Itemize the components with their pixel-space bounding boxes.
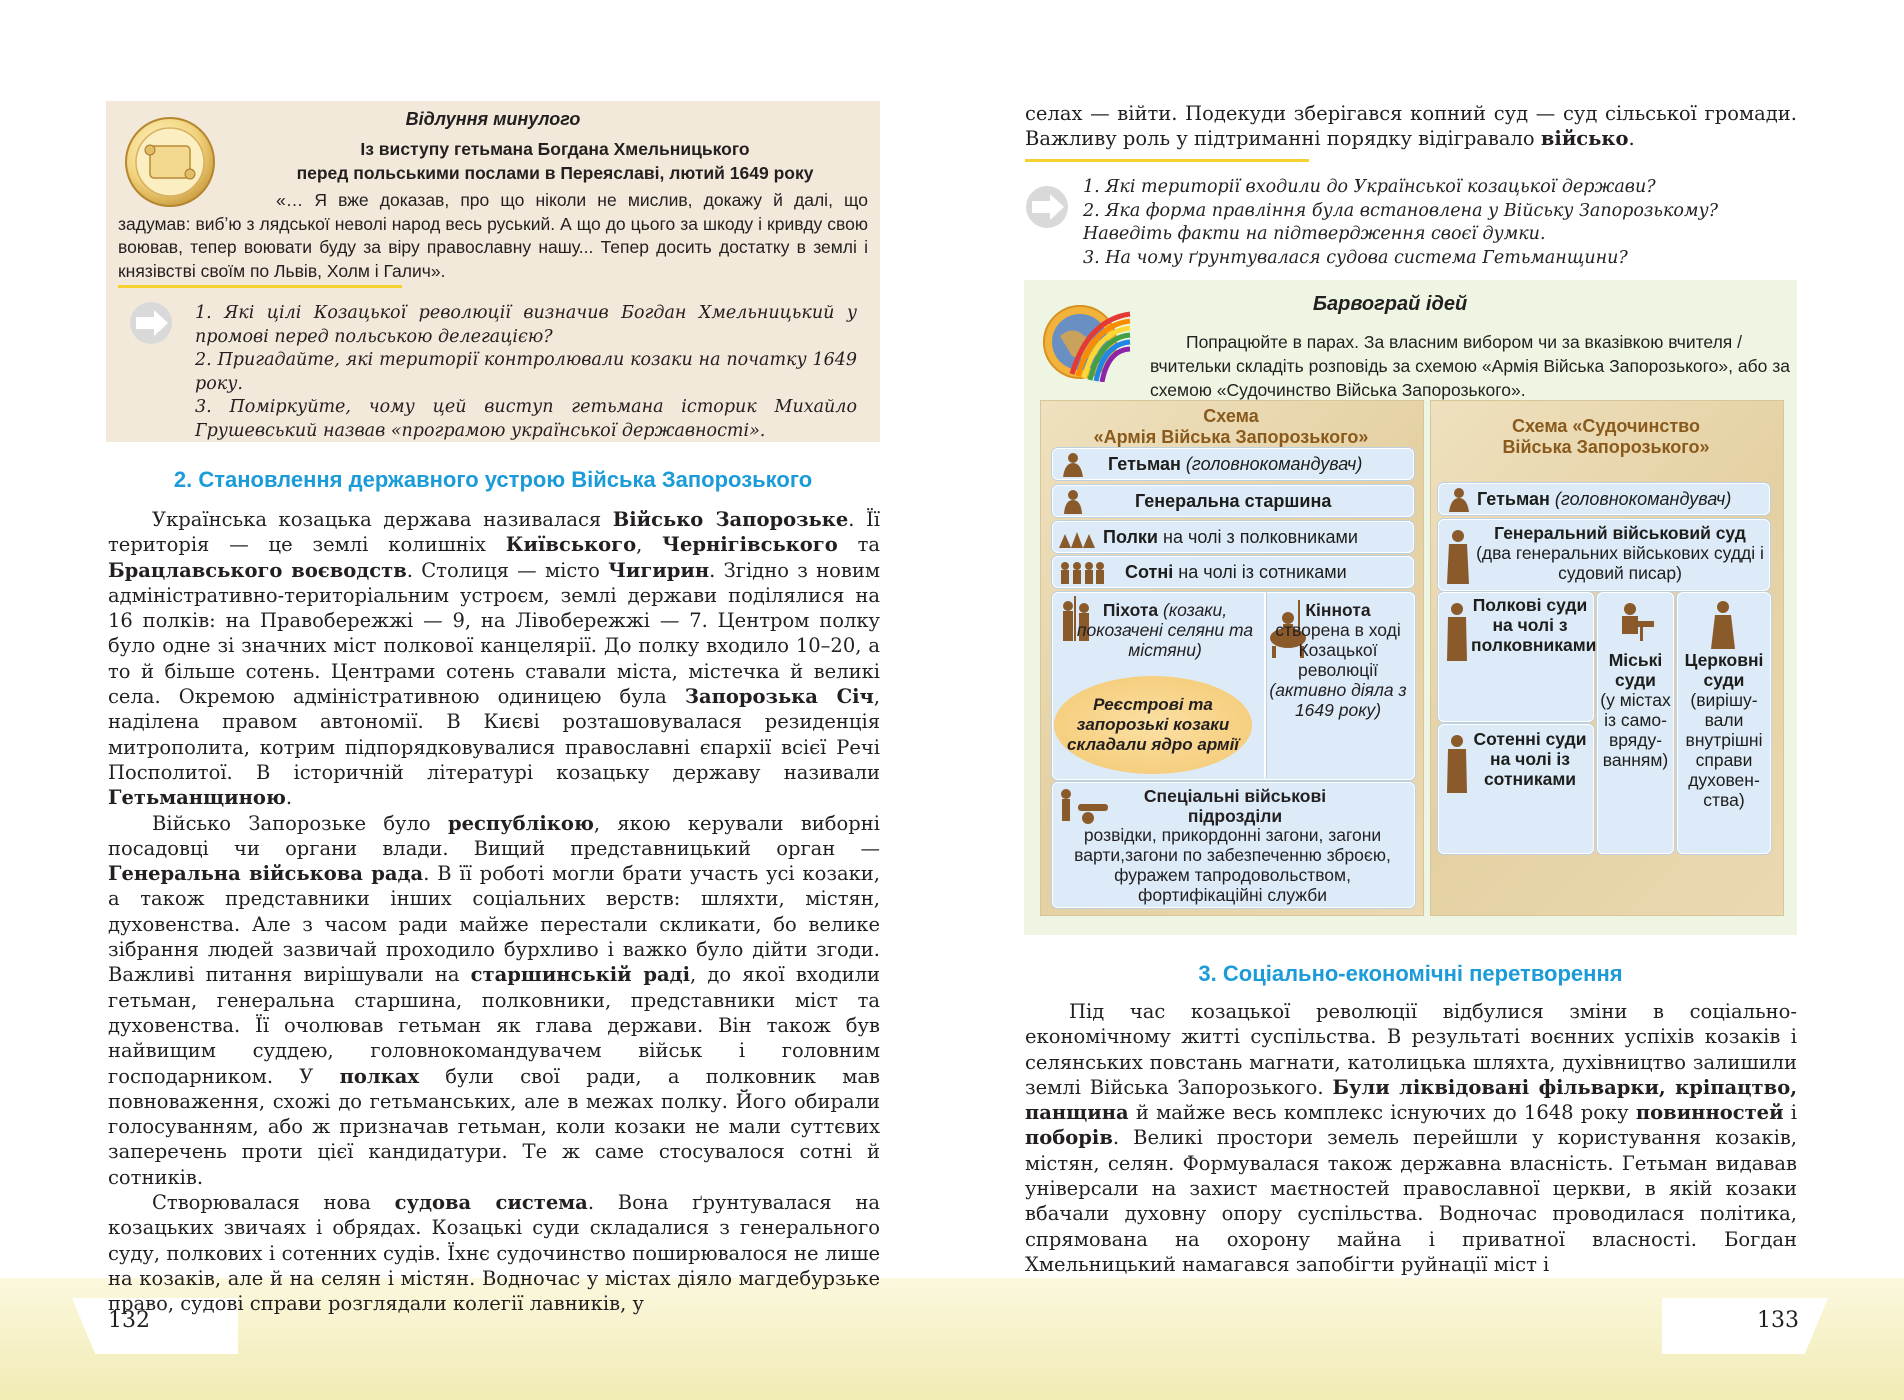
left-paragraph-2: Військо Запорозьке було республікою, якою керували виборні посадовці чи органи влади. Вищий представницький орган — Генеральна військова рада. В її роботі могли брати участь усі козаки, а також представники інших соціальних верств: шляхти, містян, духовенства. Але з часом ради майже перестали скликати, бо велике зібрання людей зазвичай проходило бурхливо і важко було дійти згоди. Важливі питання вирішували на старшинській раді, до якої входили гетьман, генеральна старшина, полковники, представники міст та духовенства. Її очолював гетьман як глава держави. Він також був найвищим суддею, головнокомандувачем військ і головним господарником. У полках були свої ради, а полковник мав повноваження, схожі до гетьманських, але в межах полку. Його обирали голосуванням, або ж призначав гетьман, коли козаки не мали суттєвих заперечень проти цієї кандидатури. Те ж саме стосувалося сотні й сотників. (108, 811, 880, 1189)
echo-subtitle-line2: перед польськими послами в Переяславі, лютий 1649 року (296, 163, 814, 183)
town-judge-icon (1616, 601, 1656, 646)
ideas-instruction: Попрацюйте в парах. За власним вибором чи за вказівкою вчителя / вчительки складіть розповідь за схемою «Армія Війська Запорозького», або за схемою «Судочинство Війська Запорозького». (1150, 332, 1790, 400)
priest-figure-icon (1708, 599, 1738, 654)
army-special-text: розвідки, прикордонні загони, загони варти,загони по забезпеченню зброєю, фуражем тапродовольством, фортифікаційні служби (1074, 825, 1391, 905)
right-question-2: 2. Яка форма правління була встановлена у Війську Запорозькому? Наведіть факти на підтвердження своєї думки. (1083, 200, 1718, 244)
echo-subtitle-line1: Із виступу гетьмана Богдана Хмельницького (360, 139, 750, 159)
left-paragraph-1: Українська козацька держава називалася Військо Запорозьке. Її територія — це землі колишніх Київського, Чернігівського та Брацлавського воєводств. Столиця — місто Чигирин. Згідно з новим адміністративно-територіальним устроєм, землі держави поділялися на 16 полків: на Правобережжі — 9, на Лівобережжі — 7. Центром полку було одне зі значних міст полкової канцелярії. До полку входило 10–20, а то й більше сотень. Центрами сотень ставали міста, містечка й великі села. Окремою адміністративною одиницею була Запорозька Січ, наділена правом автономії. В Києві розташовувалася резиденція митрополита, котрим підпорядковувалися православні єпархії всієї Речі Посполитої. В історичній літературі козацьку державу називали Гетьманщиною. (108, 508, 881, 810)
court-general-card: Генеральний військовий суд (два генеральних військових судді і судовий писар) (1438, 519, 1770, 591)
rainbow-globe-icon (1042, 296, 1132, 382)
right-paragraph-1: Під час козацької революції відбулися зміни в соціально-економічному житті суспільства. В результаті воєнних успіхів козаків і селянських повстань магнати, католицька шляхта, духівництво залишили землі Війська Запорозького. Були ліквідовані фільварки, кріпацтво, панщина й майже весь комплекс існуючих до 1648 року повинностей і поборів. Великі простори земель перейшли у користування козаків, містян, селян. Формувалася також державна власність. Гетьман видавав універсали на захист маєтностей православної церкви, в якій козаки вбачали духовну опору суспільства. Водночас проводилася політика, спрямована на охорону майна і приватної власності. Богдан Хмельницький намагався запобігти руйнації міст і (1025, 1000, 1798, 1276)
officer-figure-icon (1059, 488, 1087, 519)
right-questions (1083, 176, 1797, 270)
cavalry-text: Кіннота створена в ході Козацької революції (активно діяла з 1649 року) (1269, 600, 1407, 720)
court-hetman-card: Гетьман (головнокомандувач) (1438, 483, 1770, 515)
page-number-right: 133 (1757, 1308, 1799, 1333)
echo-questions (195, 302, 857, 443)
yellow-divider-right (1025, 159, 1309, 162)
army-polky-card: Полки на чолі з полковниками (1052, 521, 1414, 553)
echo-subtitle (240, 137, 870, 185)
section-title-left: 2. Становлення державного устрою Війська Запорозького (173, 467, 813, 492)
army-scheme-title: Схема «Армія Війська Запорозького» (1093, 406, 1369, 447)
question-arrow-icon (128, 300, 174, 346)
right-question-1: 1. Які території входили до Української козацької держави? (1083, 177, 1656, 197)
echo-question-2: 2. Пригадайте, які території контролювали козаки на початку 1649 року. (195, 350, 857, 394)
page-number-left: 132 (108, 1308, 150, 1333)
army-sotni-card: Сотні на чолі із сотниками (1052, 556, 1414, 588)
question-arrow-icon-right (1024, 184, 1070, 230)
right-question-3: 3. На чому ґрунтувалася судова система Гетьманщини? (1083, 247, 1628, 268)
yellow-divider-left (118, 285, 402, 288)
court-sotenni-card: Сотенні суди на чолі із сотниками (1438, 724, 1594, 854)
left-paragraph-3: Створювалася нова судова система. Вона ґрунтувалася на козацьких звичаях і обрядах. Козацькі суди складалися з генерального суду, полкових і сотенних судів. Їхнє судочинство поширювалося не лише на козаків, але й на селян і містян. Водночас у містах діяло магдебурзьке право, судові справи розглядали колегії лавників, у (108, 1191, 881, 1316)
right-body-text (1025, 999, 1797, 1277)
court-scheme-title: Схема «Судочинство Війська Запорозького» (1502, 416, 1710, 457)
cannon-icon (1058, 786, 1114, 830)
echo-question-3: 3. Поміркуйте, чому цей виступ гетьмана історик Михайло Грушевський назвав «програмою української державності». (195, 397, 857, 441)
echo-question-1: 1. Які цілі Козацької революції визначив Богдан Хмельницький у промові перед польською делегацією? (195, 303, 857, 347)
court-miski-card: Міські суди (у містах із само-вряду-ванням) (1597, 592, 1674, 854)
court-hetman-icon (1445, 486, 1473, 517)
section-title-right: 3. Соціально-економічні перетворення (1198, 961, 1623, 986)
left-body-text (108, 507, 880, 1317)
court-polkovi-card: Полкові суди на чолі з полковниками (1438, 592, 1594, 722)
cavalry-regiment-icon (1057, 524, 1097, 555)
army-starshyna-card: Генеральна старшина (1052, 485, 1414, 517)
right-top-text: селах — війти. Подекуди зберігався копний суд — суд сільської громади. Важливу роль у підтриманні порядку відігравало військо. (1025, 102, 1797, 151)
court-tserkovni-card: Церковні суди (вирішу-вали внутрішні справи духовен-ства) (1677, 592, 1771, 854)
judge-figure-icon (1443, 528, 1473, 589)
army-special-title: Спеціальні військові підрозділи (1143, 786, 1327, 826)
infantry-text: Піхота (козаки, покозачені селяни та містяни) (1076, 600, 1254, 660)
army-hetman-card: Гетьман (головнокомандувач) (1052, 448, 1414, 480)
echo-heading: Відлуння минулого (405, 109, 581, 129)
echo-quote: «… Я вже доказав, про що ніколи не мислив, докажу й далі, що задумав: вибʼю з лядської неволі народ весь руський. А що до цього за шкоду і кривду свою воював, тепер воювати буду за віру православну нашу... Тепер досить достатку в землі і князівстві своїм по Львів, Холм і Галич». (118, 190, 868, 281)
hetman-figure-icon (1059, 451, 1087, 482)
army-core-oval: Реєстрові та запорозькі козаки складали ядро армії (1054, 676, 1252, 774)
ideas-heading: Барвограй ідей (1312, 293, 1468, 315)
company-soldiers-icon (1057, 559, 1105, 590)
page-number-tab-right (1662, 1298, 1828, 1354)
